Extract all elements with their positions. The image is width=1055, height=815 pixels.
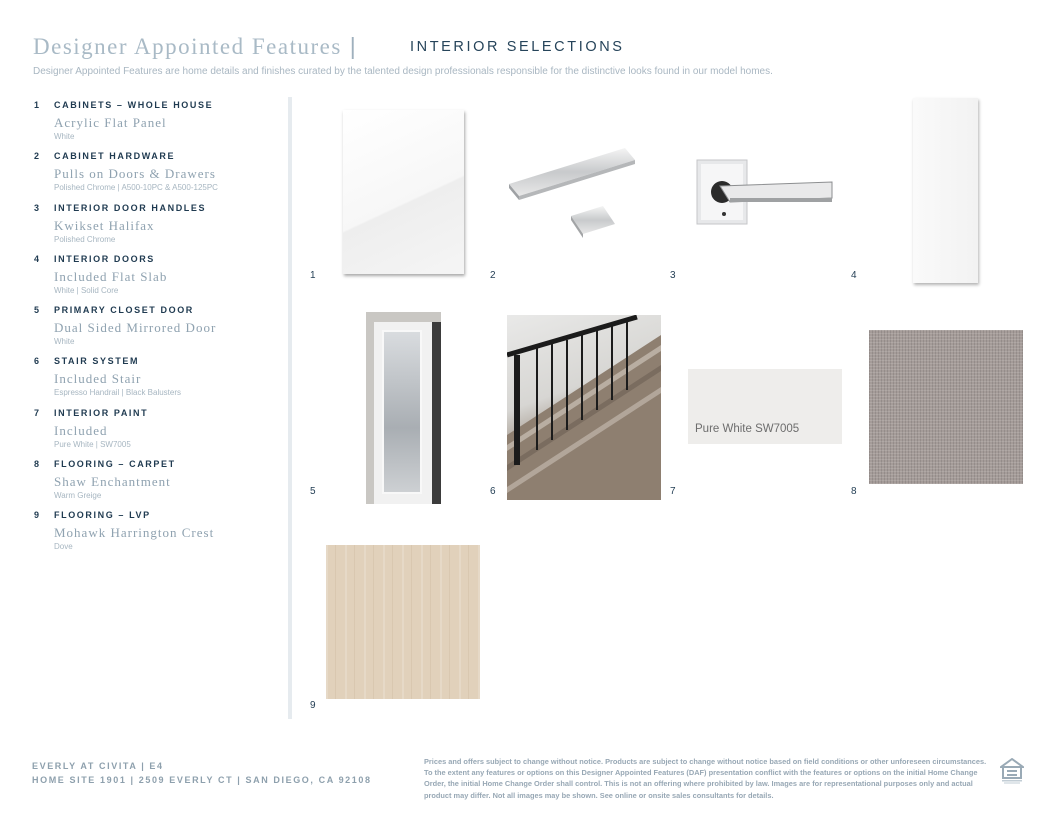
feature-item (34, 510, 284, 561)
page-subtitle: INTERIOR SELECTIONS (410, 39, 625, 55)
cabinet-pull-image (505, 146, 637, 242)
feature-detail: White | Solid Core (54, 285, 119, 295)
feature-detail: Pure White | SW7005 (54, 439, 131, 449)
feature-name: Kwikset Halifax (54, 217, 155, 233)
door-slab-image (913, 98, 978, 283)
feature-number: 3 (34, 202, 41, 213)
feature-name: Dual Sided Mirrored Door (54, 320, 217, 336)
feature-number: 5 (34, 305, 41, 316)
feature-detail: Polished Chrome (54, 234, 116, 244)
swatch-label: 7 (670, 486, 676, 497)
swatch-label: 8 (851, 486, 857, 497)
feature-detail: Espresso Handrail | Black Balusters (54, 388, 182, 398)
cabinet-panel-image (343, 110, 464, 274)
feature-item (34, 254, 284, 305)
feature-name: Pulls on Doors & Drawers (54, 166, 216, 182)
paint-chip (688, 369, 842, 444)
feature-detail: White (54, 132, 75, 141)
feature-item (34, 100, 284, 151)
feature-name: Included Flat Slab (54, 268, 168, 284)
feature-title: STAIR SYSTEM (54, 356, 140, 367)
swatch-label: 3 (670, 270, 676, 281)
page-description: Designer Appointed Features are home details and finishes curated by the talented design professionals responsible for the distinctive looks found in our model homes. (33, 66, 773, 77)
feature-name: Acrylic Flat Panel (54, 115, 167, 130)
column-divider (288, 97, 292, 719)
feature-title: INTERIOR DOOR HANDLES (54, 202, 207, 213)
mirrored-door-image (366, 312, 441, 504)
feature-list (34, 100, 284, 562)
paint-chip-text: Pure White SW7005 (695, 423, 800, 435)
feature-name: Shaw Enchantment (54, 474, 171, 490)
feature-number: 6 (34, 356, 41, 367)
feature-title: FLOORING – LVP (54, 510, 151, 521)
lvp-swatch (326, 545, 480, 699)
feature-item (34, 305, 284, 356)
feature-number: 9 (34, 510, 41, 521)
homesite-address: HOME SITE 1901 | 2509 EVERLY CT | SAN DIEGO, CA 92108 (32, 775, 372, 785)
feature-item (34, 408, 284, 459)
feature-item (34, 151, 284, 202)
community-name: EVERLY AT CIVITA | E4 (32, 761, 164, 771)
feature-name: Mohawk Harrington Crest (54, 525, 215, 541)
swatch-label: 5 (310, 486, 316, 497)
feature-name: Included Stair (54, 371, 142, 387)
feature-number: 1 (34, 100, 41, 110)
swatch-label: 9 (310, 700, 316, 711)
feature-number: 4 (34, 253, 41, 264)
feature-name: Included (54, 422, 108, 438)
swatch-label: 1 (310, 270, 316, 281)
feature-title: INTERIOR DOORS (54, 253, 155, 264)
feature-detail: White (54, 337, 75, 347)
equal-housing-opportunity-icon (1000, 758, 1024, 784)
stair-image (507, 315, 661, 500)
feature-item (34, 459, 284, 510)
feature-item (34, 203, 284, 254)
feature-number: 2 (34, 151, 41, 162)
swatch-label: 4 (851, 270, 857, 281)
feature-title: CABINET HARDWARE (54, 151, 176, 162)
door-handle-image (696, 158, 836, 228)
page-title: Designer Appointed Features | (33, 33, 358, 59)
feature-detail: Warm Greige (54, 491, 102, 501)
swatch-label: 2 (490, 270, 496, 281)
feature-detail: Dove (54, 542, 73, 552)
swatch-label: 6 (490, 486, 496, 497)
feature-number: 7 (34, 407, 41, 418)
feature-title: FLOORING – CARPET (54, 459, 176, 470)
feature-detail: Polished Chrome | A500-10PC & A500-125PC (54, 183, 218, 193)
feature-title: INTERIOR PAINT (54, 407, 149, 418)
feature-number: 8 (34, 459, 41, 470)
title-divider: | (349, 33, 358, 59)
carpet-swatch (869, 330, 1023, 484)
feature-title: PRIMARY CLOSET DOOR (54, 305, 194, 316)
legal-disclaimer: Prices and offers subject to change without notice. Products are subject to change without notice based on field conditions or other unforeseen circumstances. To the extent any features or options on this Designer Appointed Features (DAF) presentation conflict with the features or options on the initial Home Change Order, the initial Home Change Order shall control. This is not an offering where prohibited by law. Images are for representational purposes only and actual product may differ. Not all images may be shown. See online or onsite sales consultants for details. (424, 757, 987, 800)
feature-item (34, 356, 284, 407)
footer-address (32, 759, 372, 787)
feature-title: CABINETS – WHOLE HOUSE (54, 100, 214, 110)
